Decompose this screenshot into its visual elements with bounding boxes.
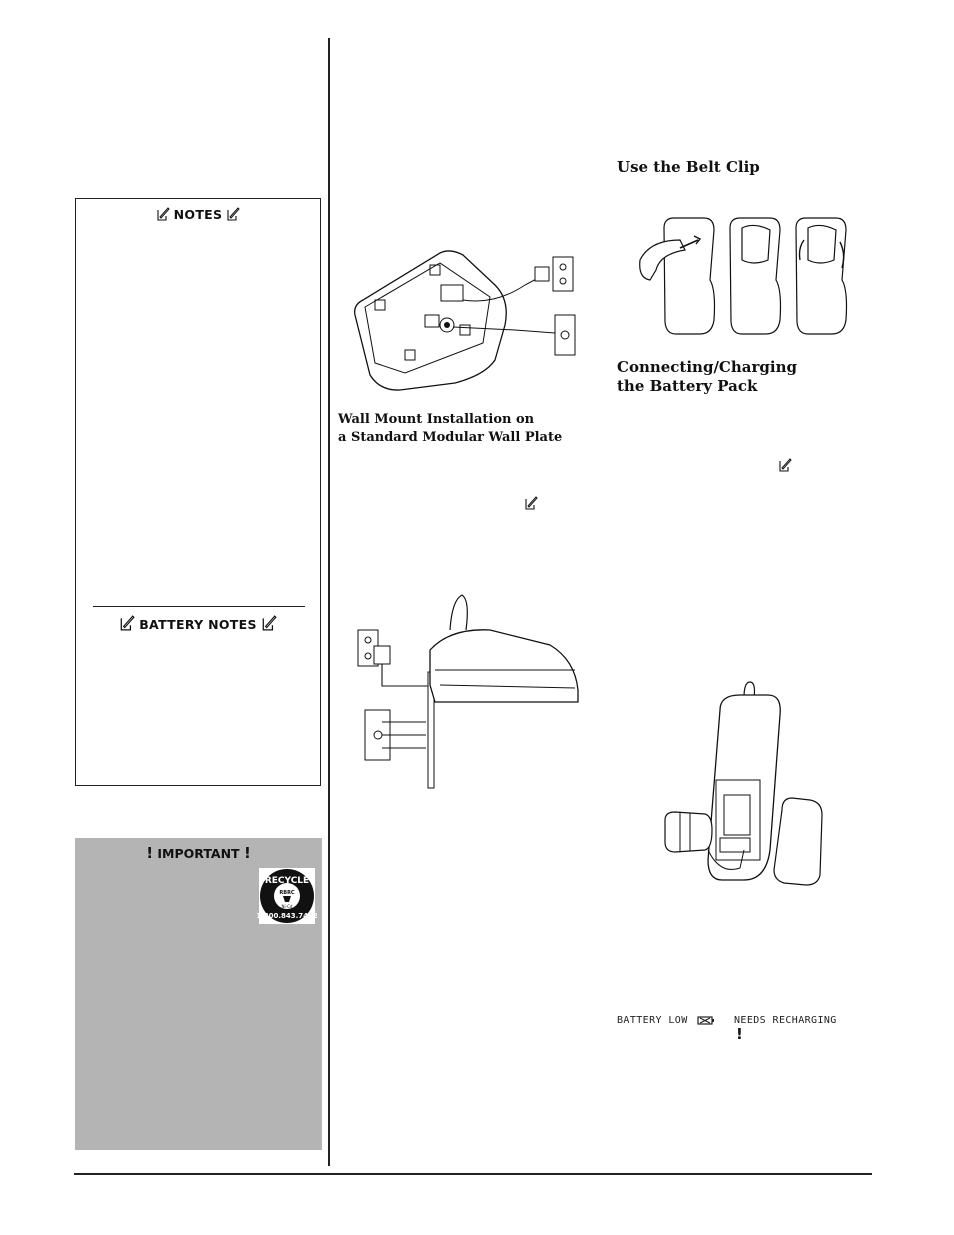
battery-notes-title: BATTERY NOTES — [139, 617, 257, 632]
battery-heading-line2: the Battery Pack — [617, 377, 758, 395]
recycle-seal-middle: RBRC — [279, 890, 295, 896]
note-icon — [156, 207, 170, 221]
exclamation-icon: ! — [146, 844, 154, 862]
recycle-seal-phone: 1.800.843.7422 — [256, 912, 318, 920]
battery-heading — [617, 358, 797, 396]
battery-heading-line1: Connecting/Charging — [617, 358, 797, 376]
battery-pack-illustration — [660, 680, 840, 890]
wall-plate-caption-line1: Wall Mount Installation on — [338, 412, 535, 427]
note-icon — [226, 207, 240, 221]
battery-notes-header — [76, 615, 320, 632]
wall-plate-caption-line2: a Standard Modular Wall Plate — [338, 430, 563, 445]
exclamation-icon: ! — [736, 1025, 743, 1043]
note-icon — [261, 615, 277, 631]
notes-divider — [93, 606, 305, 607]
notes-box — [75, 198, 321, 786]
belt-clip-heading: Use the Belt Clip — [617, 158, 760, 176]
belt-clip-illustration — [630, 210, 860, 345]
note-icon — [524, 496, 538, 510]
recycle-seal — [256, 868, 318, 924]
battery-icon — [697, 1015, 715, 1026]
column-divider — [328, 38, 330, 1166]
wall-mount-side-illustration — [350, 590, 580, 790]
important-title: IMPORTANT — [157, 846, 240, 861]
recycle-seal-chem: Ni-Cd — [281, 904, 293, 909]
note-icon — [119, 615, 135, 631]
lcd-needs-recharging: NEEDS RECHARGING — [734, 1015, 837, 1026]
wall-plate-caption — [338, 411, 562, 447]
notes-header — [76, 207, 320, 222]
lcd-battery-low: BATTERY LOW — [617, 1015, 688, 1026]
exclamation-icon: ! — [243, 844, 251, 862]
recycle-seal-top: RECYCLE — [264, 876, 310, 886]
important-header — [75, 844, 322, 862]
important-box — [75, 838, 322, 1150]
footer-rule — [74, 1173, 872, 1175]
note-icon — [778, 458, 792, 472]
notes-title: NOTES — [173, 207, 223, 222]
wall-plate-illustration — [345, 245, 585, 395]
